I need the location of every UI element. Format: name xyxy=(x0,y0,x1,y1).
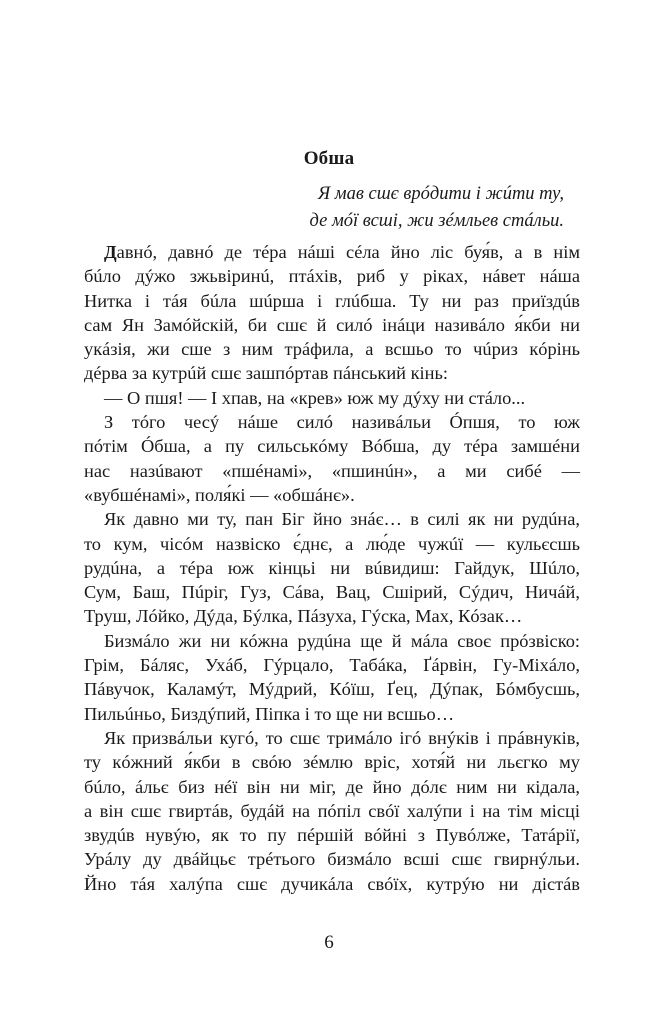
epigraph-line: де мóї всші, жи зéмльев стáльи. xyxy=(309,211,564,231)
text-line xyxy=(84,264,580,288)
line-text: Труш, Лóйко, Дýда, Бýлка, Пáзуха, Гýска, Мах, Кóзак… xyxy=(84,606,523,627)
text-line xyxy=(84,677,580,701)
text-line xyxy=(84,434,580,458)
paragraph xyxy=(84,386,580,410)
text-line xyxy=(84,361,580,385)
paragraph xyxy=(84,507,580,628)
epigraph xyxy=(310,181,564,235)
line-text: бúло дýжо зжьвіринú, птáхів, риб у ріках, нáвет нáша xyxy=(84,266,580,287)
text-line xyxy=(84,702,580,726)
text-line xyxy=(84,629,580,653)
line-text: бúло, áльє биз нéї він ни міг, де йно дóлє ним ни кідала, xyxy=(84,776,580,797)
text-line xyxy=(84,410,580,434)
line-text: авнó, давнó де тéра нáші сéла йно ліс буя́в, а в нім xyxy=(116,242,580,262)
text-line xyxy=(84,313,580,337)
text-line xyxy=(84,459,580,483)
text-line xyxy=(84,580,580,604)
text-line xyxy=(84,483,580,507)
text-line xyxy=(84,507,580,531)
line-text: Урáлу ду двáйцьє трéтього бизмáло всші сшє гвирнýльи. xyxy=(84,849,580,870)
text-line xyxy=(84,799,580,823)
line-text: — О пшя! — І хпав, на «крев» юж му дýху ни стáло... xyxy=(104,387,526,408)
text-line xyxy=(84,823,580,847)
epigraph-line: Я мав сшє врóдити і жúти ту, xyxy=(317,184,564,204)
line-text: «вубшéнамі», поля́кі — «обшáнє». xyxy=(84,484,355,505)
line-text: сам Ян Замóйскій, би сшє й силó інáци називáло я́кби ни xyxy=(84,314,580,335)
line-text: то кум, чісóм назвіско є́днє, а лю́де чужúї — кульєсшь xyxy=(84,533,580,554)
line-text: Як давно ми ту, пан Біг йно знáє… в силі як ни рудúна, xyxy=(104,509,580,530)
text-line xyxy=(84,872,580,896)
paragraph xyxy=(84,240,580,386)
line-text: Грім, Бáляс, Ухáб, Гýрцало, Табáка, Ґáрвін, Гу-Міхáло, xyxy=(84,655,580,676)
text-line xyxy=(84,750,580,774)
line-text: Йно тáя халýпа сшє дучикáла свóїх, кутрýю ни дістáв xyxy=(84,873,580,894)
line-text: а він сшє гвиртáв, будáй на пóпіл свóї халýпи і на тім місці xyxy=(84,800,580,821)
text-line xyxy=(84,847,580,871)
text-line xyxy=(84,337,580,361)
initial-letter: Д xyxy=(104,242,117,262)
text-line xyxy=(84,532,580,556)
text-line xyxy=(84,726,580,750)
line-text: рудúна, а тéра юж кінцьі ни вúвидиш: Гайдук, Шúло, xyxy=(84,557,580,578)
line-text: Нитка і тáя бúла шúрша і глúбша. Ту ни раз приїздúв xyxy=(84,290,580,311)
line-text: пóтім Óбша, а пу сильськóму Вóбша, ду тéра замшéни xyxy=(84,436,580,457)
line-text: звудúв нувýю, як то пу пéршій вóйні з Пувóлже, Татáрії, xyxy=(84,825,580,846)
page-number: 6 xyxy=(324,932,334,953)
text-line xyxy=(84,240,580,264)
text-line xyxy=(84,289,580,313)
line-text: ту кóжний я́кби в свóю зéмлю вріс, хотя́й ни льєгко му xyxy=(84,752,580,773)
paragraph xyxy=(84,726,580,896)
line-text: дéрва за кутрúй сшє зашпóртав пáнський кінь: xyxy=(84,363,448,384)
text-line xyxy=(84,386,580,410)
paragraph xyxy=(84,410,580,507)
text-line xyxy=(84,556,580,580)
line-text: укáзія, жи сше з ним трáфила, а всшьо то чúриз кóрінь xyxy=(84,339,580,360)
line-text: Сум, Баш, Пúріг, Гуз, Сáва, Вац, Сшірий, Сýдич, Ничáй, xyxy=(84,582,580,603)
body-text xyxy=(84,240,580,896)
line-text: З тóго чесý нáше силó називáльи Óпшя, то юж xyxy=(104,412,580,433)
line-text: Пáвучок, Каламýт, Мýдрий, Кóїш, Ґец, Дýпак, Бóмбусшь, xyxy=(84,679,580,700)
paragraph xyxy=(84,629,580,726)
line-text: Бизмáло жи ни кóжна рудúна ще й мáла своє прóзвіско: xyxy=(104,630,580,651)
chapter-title: Обша xyxy=(303,148,355,169)
text-line xyxy=(84,775,580,799)
line-text: нас назúвают «пшéнамі», «пшинúн», а ми сибé — xyxy=(84,460,580,481)
line-text: Як призвáльи кугó, то сшє тримáло ігó внýків і прáвнуків, xyxy=(104,727,580,748)
text-line xyxy=(84,604,580,628)
line-text: Пильúньо, Биздýпий, Піпка і то ще ни всшьо… xyxy=(84,703,455,724)
text-line xyxy=(84,653,580,677)
